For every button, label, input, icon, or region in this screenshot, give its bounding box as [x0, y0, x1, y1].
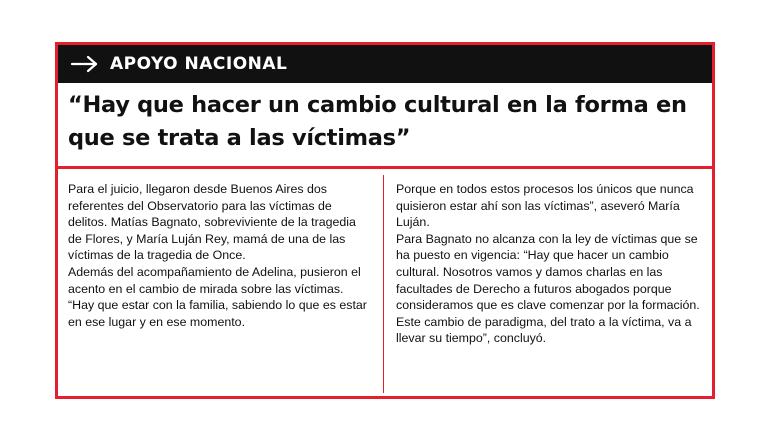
paragraph: “Hay que estar con la familia, sabiendo lo que es estar en ese lugar y en ese momento. — [68, 298, 367, 329]
news-clipping — [55, 42, 715, 399]
paragraph: Para Bagnato no alcanza con la ley de víctimas que se ha puesto en vigencia: “Hay que hacer un cambio cultural. Nosotros vamos y damos charlas en las facultades de Derecho a futuros abogados porque consideramos que es clave comenzar por la formación. Este cambio de paradigma, del trato a la víctima, va a llevar su tiempo”, concluyó. — [396, 231, 700, 346]
left-column — [68, 181, 373, 330]
arrow-right-icon — [70, 54, 100, 74]
section-kicker: APOYO NACIONAL — [110, 54, 288, 74]
paragraph: Porque en todos estos procesos los únicos que nunca quisieron estar ahí son las víctimas”, aseveró María Luján. — [396, 182, 694, 230]
column-divider — [383, 175, 384, 393]
headline: “Hay que hacer un cambio cultural en la forma en que se trata a las víctimas” — [68, 92, 687, 151]
right-column — [396, 181, 701, 347]
paragraph: Para el juicio, llegaron desde Buenos Aires dos referentes del Observatorio para las víctimas de delitos. Matías Bagnato, sobreviviente de la tragedia de Flores, y María Luján Rey, mamá de una de las víctimas de la tragedia de Once. — [68, 182, 356, 263]
article-body — [58, 169, 712, 396]
header-box — [58, 45, 712, 169]
paragraph: Además del acompañamiento de Adelina, pusieron el acento en el cambio de mirada sobre las víctimas. — [68, 264, 361, 296]
kicker-bar — [58, 45, 712, 83]
